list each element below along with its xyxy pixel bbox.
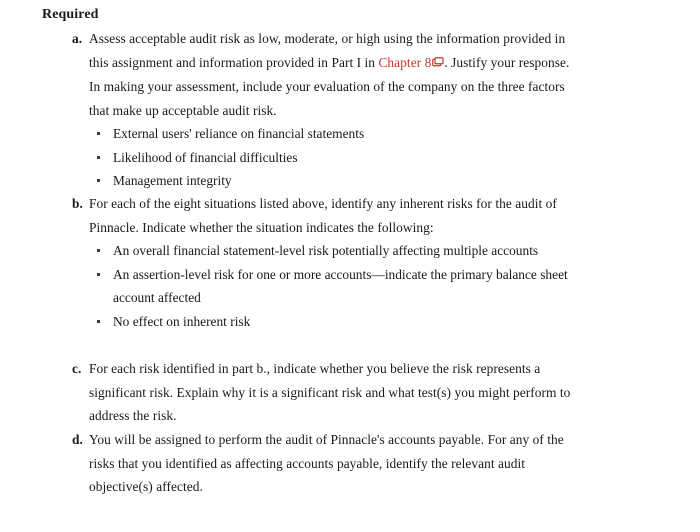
requirement-item-b — [72, 192, 572, 333]
item-letter: c. — [72, 361, 82, 376]
item-text-before-link: Assess acceptable audit risk as low, moderate, or high using the information provided in this assignment and information provided in Part I in — [89, 31, 566, 70]
bullet-icon — [97, 179, 100, 182]
item-text — [89, 27, 572, 122]
bullet-icon — [97, 320, 100, 323]
list-item: Likelihood of financial difficulties — [89, 146, 572, 170]
requirement-item-d — [72, 428, 572, 499]
requirement-item-a — [72, 27, 572, 193]
bullet-icon — [97, 156, 100, 159]
list-item: External users' reliance on financial statements — [89, 122, 572, 146]
section-heading: Required — [42, 7, 99, 22]
list-item: Management integrity — [89, 169, 572, 193]
bullet-icon — [97, 249, 100, 252]
bullet-list — [89, 239, 572, 333]
item-text: For each risk identified in part b., indicate whether you believe the risk represents a significant risk. Explain why it is a significant risk and what test(s) you might perform to address the risk. — [89, 361, 571, 423]
list-item: An overall financial statement-level risk potentially affecting multiple accounts — [89, 239, 572, 263]
item-text: For each of the eight situations listed above, identify any inherent risks for the audit of Pinnacle. Indicate whether the situation indicates the following: — [89, 196, 557, 235]
bullet-list — [89, 122, 572, 193]
list-item: An assertion-level risk for one or more accounts—indicate the primary balance sheet account affected — [89, 263, 572, 310]
chapter-link[interactable]: Chapter 8 — [378, 54, 432, 70]
item-letter: a. — [72, 31, 83, 46]
item-text-after-link: . Justify your response. In making your assessment, include your evaluation of the company on the three factors that make up acceptable audit risk. — [89, 54, 570, 118]
bullet-icon — [97, 132, 100, 135]
requirement-item-c — [72, 357, 572, 428]
external-link-icon[interactable] — [432, 52, 444, 76]
list-item: No effect on inherent risk — [89, 310, 572, 334]
bullet-icon — [97, 273, 100, 276]
item-letter: b. — [72, 196, 83, 211]
item-letter: d. — [72, 432, 83, 447]
item-text: You will be assigned to perform the audit of Pinnacle's accounts payable. For any of the risks that you identified as affecting accounts payable, identify the relevant audit objective(s) affected. — [89, 432, 564, 494]
